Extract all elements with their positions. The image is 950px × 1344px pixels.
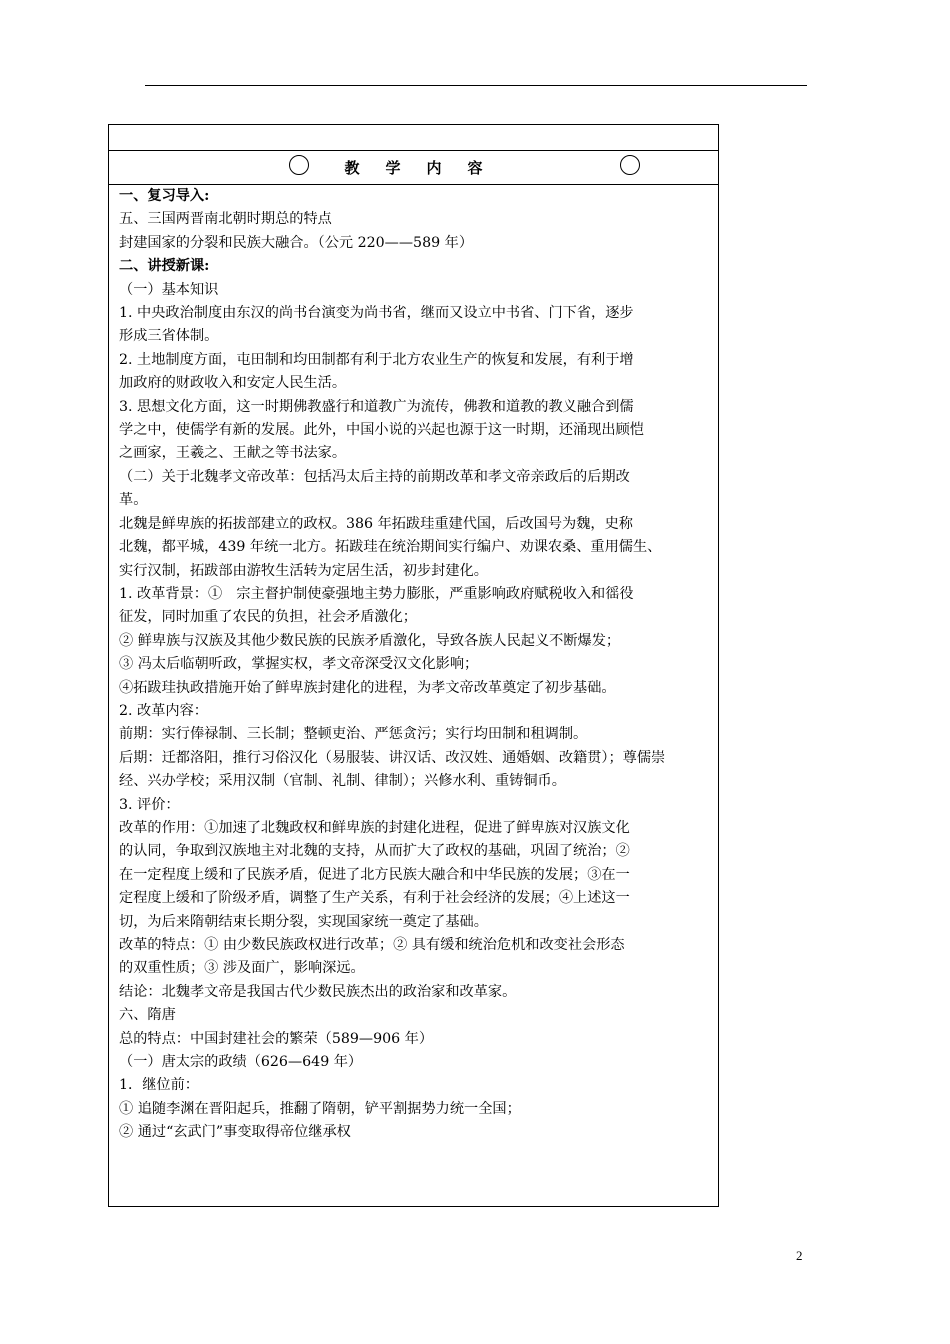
header-rule [145, 85, 807, 86]
content-line: 后期：迁都洛阳，推行习俗汉化（易服装、讲汉话、改汉姓、通婚姻、改籍贯）；尊儒崇 [119, 749, 666, 766]
table-top-band [109, 125, 718, 151]
content-line: 改革的特点：① 由少数民族政权进行改革；② 具有缓和统治危机和改变社会形态 [119, 937, 625, 953]
title-char: 教 [344, 159, 360, 177]
content-line: 征发，同时加重了农民的负担，社会矛盾激化； [119, 609, 417, 626]
page-number: 2 [796, 1248, 803, 1263]
content-line: 二、讲授新课: [119, 258, 210, 275]
content-line: 北魏是鲜卑族的拓拔部建立的政权。386 年拓跋珪重建代国，后改国号为魏，史称 [119, 515, 633, 532]
content-line: 1．继位前： [119, 1077, 199, 1094]
section-header [109, 150, 718, 185]
content-line: 2. 土地制度方面，屯田制和均田制都有利于北方农业生产的恢复和发展，有利于增 [119, 351, 634, 368]
content-line: 封建国家的分裂和民族大融合。（公元 220——589 年） [119, 234, 474, 251]
content-line: （一）唐太宗的政绩（626—649 年） [119, 1054, 363, 1071]
content-line: ① 追随李渊在晋阳起兵，推翻了隋朝，铲平割据势力统一全国； [119, 1100, 521, 1117]
circle-icon [620, 155, 640, 175]
content-line: 总的特点：中国封建社会的繁荣（589—906 年） [119, 1030, 434, 1047]
content-line: 五、三国两晋南北朝时期总的特点 [119, 211, 332, 228]
content-line: 形成三省体制。 [119, 328, 219, 345]
title-char: 容 [467, 159, 483, 177]
content-line: 2. 改革内容： [119, 702, 208, 719]
content-line: 革。 [119, 492, 148, 509]
lesson-content [119, 185, 710, 1145]
content-line: 在一定程度上缓和了民族矛盾，促进了北方民族大融合和中华民族的发展；③在一 [119, 866, 630, 883]
content-line: 加政府的财政收入和安定人民生活。 [119, 375, 347, 392]
content-line: 实行汉制，拓跋部由游牧生活转为定居生活，初步封建化。 [119, 562, 488, 579]
content-line: 3. 评价： [119, 796, 180, 813]
content-line: 前期：实行俸禄制、三长制；整顿吏治、严惩贪污；实行均田制和租调制。 [119, 726, 588, 743]
content-line: 结论：北魏孝文帝是我国古代少数民族杰出的政治家和改革家。 [119, 983, 517, 1000]
content-line: 的认同，争取到汉族地主对北魏的支持，从而扩大了政权的基础，巩固了统治；② [119, 843, 630, 860]
content-line: ② 鲜卑族与汉族及其他少数民族的民族矛盾激化，导致各族人民起义不断爆发； [119, 632, 621, 649]
content-line: 切，为后来隋朝结束长期分裂，实现国家统一奠定了基础。 [119, 913, 488, 930]
content-line: 改革的作用：①加速了北魏政权和鲜卑族的封建化进程，促进了鲜卑族对汉族文化 [119, 819, 630, 836]
content-line: （一）基本知识 [119, 281, 219, 298]
title-char: 学 [385, 159, 401, 177]
content-line: 六、隋唐 [119, 1007, 176, 1024]
content-line: 学之中，使儒学有新的发展。此外，中国小说的兴起也源于这一时期，还涌现出顾恺 [119, 422, 644, 439]
content-line: 3. 思想文化方面，这一时期佛教盛行和道教广为流传，佛教和道教的教义融合到儒 [119, 398, 634, 415]
content-line: 北魏，都平城，439 年统一北方。拓跋珪在统治期间实行编户、劝课农桑、重用儒生、 [119, 539, 662, 556]
content-line: ③ 冯太后临朝听政，掌握实权，孝文帝深受汉文化影响； [119, 656, 479, 673]
content-line: 一、复习导入: [119, 188, 210, 204]
content-line: ② 通过“玄武门”事变取得帝位继承权 [119, 1124, 351, 1141]
content-line: 经、兴办学校；采用汉制（官制、礼制、律制）；兴修水利、重铸铜币。 [119, 773, 566, 790]
title-char: 内 [426, 159, 442, 177]
content-line: 1. 中央政治制度由东汉的尚书台演变为尚书省，继而又设立中书省、门下省，逐步 [119, 305, 634, 322]
lesson-table [108, 124, 719, 1207]
content-line: ④拓跋珪执政措施开始了鲜卑族封建化的进程，为孝文帝改革奠定了初步基础。 [119, 679, 616, 696]
content-line: 1. 改革背景：① 宗主督护制使豪强地主势力膨胀，严重影响政府赋税收入和徭役 [119, 585, 634, 602]
content-line: 之画家，王羲之、王献之等书法家。 [119, 445, 347, 462]
content-line: 的双重性质；③ 涉及面广，影响深远。 [119, 960, 365, 977]
content-line: 定程度上缓和了阶级矛盾，调整了生产关系，有利于社会经济的发展；④上述这一 [119, 890, 630, 907]
content-line: （二）关于北魏孝文帝改革：包括冯太后主持的前期改革和孝文帝亲政后的后期改 [119, 468, 630, 485]
